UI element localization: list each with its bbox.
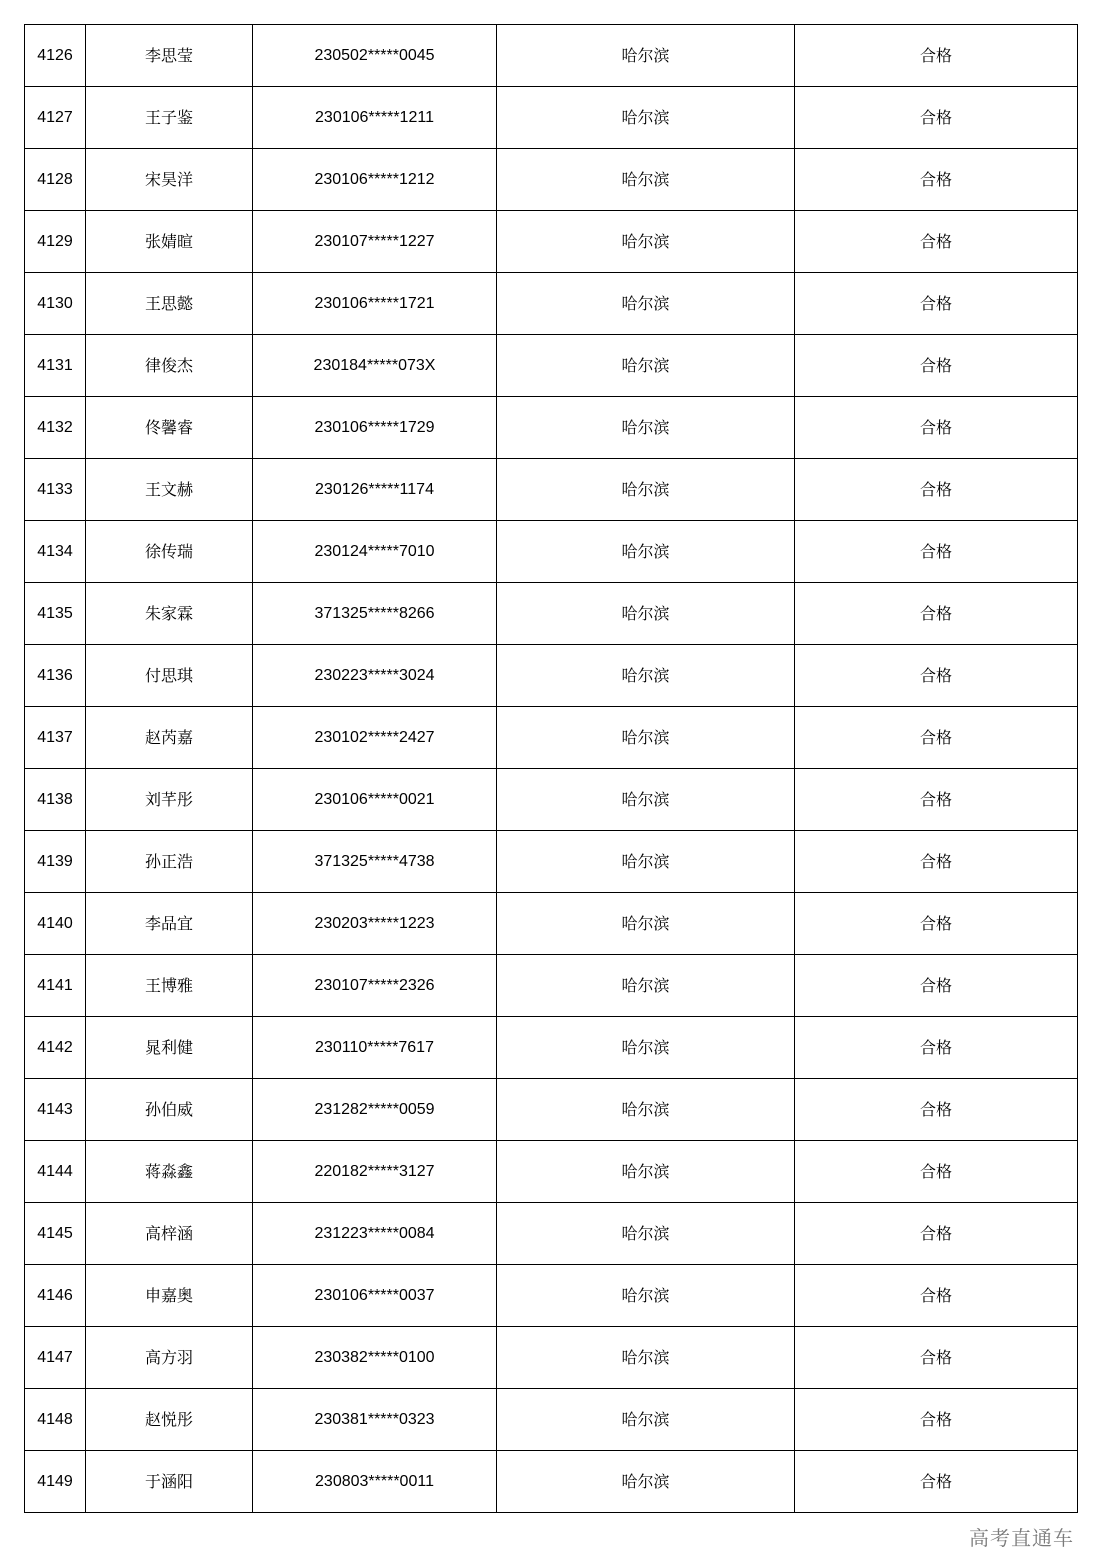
cell-sequence-number: 4148 bbox=[25, 1389, 86, 1451]
cell-city: 哈尔滨 bbox=[497, 1141, 795, 1203]
cell-name: 佟馨睿 bbox=[86, 397, 253, 459]
cell-result: 合格 bbox=[795, 831, 1078, 893]
cell-city: 哈尔滨 bbox=[497, 893, 795, 955]
cell-result: 合格 bbox=[795, 645, 1078, 707]
cell-sequence-number: 4142 bbox=[25, 1017, 86, 1079]
watermark-text: 高考直通车 bbox=[967, 1522, 1076, 1551]
cell-result: 合格 bbox=[795, 149, 1078, 211]
cell-sequence-number: 4144 bbox=[25, 1141, 86, 1203]
cell-sequence-number: 4131 bbox=[25, 335, 86, 397]
cell-name: 付思琪 bbox=[86, 645, 253, 707]
cell-id-number: 230126*****1174 bbox=[253, 459, 497, 521]
cell-sequence-number: 4149 bbox=[25, 1451, 86, 1513]
cell-result: 合格 bbox=[795, 521, 1078, 583]
cell-result: 合格 bbox=[795, 583, 1078, 645]
table-row bbox=[25, 583, 1078, 645]
table-row bbox=[25, 273, 1078, 335]
cell-result: 合格 bbox=[795, 211, 1078, 273]
cell-city: 哈尔滨 bbox=[497, 211, 795, 273]
cell-result: 合格 bbox=[795, 335, 1078, 397]
cell-name: 刘芊彤 bbox=[86, 769, 253, 831]
cell-name: 朱家霖 bbox=[86, 583, 253, 645]
cell-name: 蒋淼鑫 bbox=[86, 1141, 253, 1203]
table-row bbox=[25, 1203, 1078, 1265]
cell-name: 张婧暄 bbox=[86, 211, 253, 273]
cell-result: 合格 bbox=[795, 893, 1078, 955]
cell-sequence-number: 4143 bbox=[25, 1079, 86, 1141]
cell-city: 哈尔滨 bbox=[497, 645, 795, 707]
cell-result: 合格 bbox=[795, 397, 1078, 459]
cell-sequence-number: 4132 bbox=[25, 397, 86, 459]
cell-id-number: 230107*****1227 bbox=[253, 211, 497, 273]
cell-name: 申嘉奥 bbox=[86, 1265, 253, 1327]
cell-result: 合格 bbox=[795, 707, 1078, 769]
cell-city: 哈尔滨 bbox=[497, 273, 795, 335]
table-row bbox=[25, 1265, 1078, 1327]
cell-city: 哈尔滨 bbox=[497, 87, 795, 149]
cell-sequence-number: 4147 bbox=[25, 1327, 86, 1389]
cell-city: 哈尔滨 bbox=[497, 1389, 795, 1451]
cell-name: 王文赫 bbox=[86, 459, 253, 521]
cell-name: 王子鉴 bbox=[86, 87, 253, 149]
cell-sequence-number: 4133 bbox=[25, 459, 86, 521]
cell-sequence-number: 4141 bbox=[25, 955, 86, 1017]
cell-city: 哈尔滨 bbox=[497, 769, 795, 831]
cell-id-number: 230223*****3024 bbox=[253, 645, 497, 707]
cell-city: 哈尔滨 bbox=[497, 335, 795, 397]
cell-sequence-number: 4135 bbox=[25, 583, 86, 645]
cell-result: 合格 bbox=[795, 955, 1078, 1017]
cell-sequence-number: 4137 bbox=[25, 707, 86, 769]
cell-sequence-number: 4136 bbox=[25, 645, 86, 707]
table-row bbox=[25, 1079, 1078, 1141]
cell-id-number: 230502*****0045 bbox=[253, 25, 497, 87]
table-row bbox=[25, 1389, 1078, 1451]
cell-id-number: 230203*****1223 bbox=[253, 893, 497, 955]
cell-city: 哈尔滨 bbox=[497, 1203, 795, 1265]
table-row bbox=[25, 335, 1078, 397]
table-row bbox=[25, 397, 1078, 459]
table-row bbox=[25, 831, 1078, 893]
cell-name: 赵芮嘉 bbox=[86, 707, 253, 769]
cell-city: 哈尔滨 bbox=[497, 521, 795, 583]
cell-result: 合格 bbox=[795, 1451, 1078, 1513]
cell-result: 合格 bbox=[795, 1265, 1078, 1327]
cell-city: 哈尔滨 bbox=[497, 1265, 795, 1327]
cell-name: 李品宜 bbox=[86, 893, 253, 955]
cell-result: 合格 bbox=[795, 1141, 1078, 1203]
cell-sequence-number: 4146 bbox=[25, 1265, 86, 1327]
results-table-body bbox=[25, 25, 1078, 1513]
table-row bbox=[25, 1017, 1078, 1079]
cell-city: 哈尔滨 bbox=[497, 1451, 795, 1513]
cell-sequence-number: 4145 bbox=[25, 1203, 86, 1265]
table-row bbox=[25, 521, 1078, 583]
cell-id-number: 230124*****7010 bbox=[253, 521, 497, 583]
cell-id-number: 230803*****0011 bbox=[253, 1451, 497, 1513]
cell-id-number: 230184*****073X bbox=[253, 335, 497, 397]
cell-city: 哈尔滨 bbox=[497, 831, 795, 893]
cell-name: 王思懿 bbox=[86, 273, 253, 335]
cell-sequence-number: 4126 bbox=[25, 25, 86, 87]
cell-result: 合格 bbox=[795, 87, 1078, 149]
cell-result: 合格 bbox=[795, 1389, 1078, 1451]
cell-city: 哈尔滨 bbox=[497, 459, 795, 521]
cell-name: 高方羽 bbox=[86, 1327, 253, 1389]
cell-city: 哈尔滨 bbox=[497, 1327, 795, 1389]
cell-sequence-number: 4127 bbox=[25, 87, 86, 149]
cell-result: 合格 bbox=[795, 1203, 1078, 1265]
cell-city: 哈尔滨 bbox=[497, 583, 795, 645]
cell-sequence-number: 4140 bbox=[25, 893, 86, 955]
table-row bbox=[25, 955, 1078, 1017]
cell-name: 徐传瑞 bbox=[86, 521, 253, 583]
cell-city: 哈尔滨 bbox=[497, 707, 795, 769]
cell-name: 于涵阳 bbox=[86, 1451, 253, 1513]
cell-city: 哈尔滨 bbox=[497, 955, 795, 1017]
cell-result: 合格 bbox=[795, 273, 1078, 335]
results-table bbox=[24, 24, 1078, 1513]
table-row bbox=[25, 645, 1078, 707]
cell-id-number: 230106*****0021 bbox=[253, 769, 497, 831]
cell-id-number: 230106*****1211 bbox=[253, 87, 497, 149]
cell-result: 合格 bbox=[795, 1079, 1078, 1141]
cell-sequence-number: 4138 bbox=[25, 769, 86, 831]
cell-sequence-number: 4130 bbox=[25, 273, 86, 335]
cell-city: 哈尔滨 bbox=[497, 25, 795, 87]
cell-sequence-number: 4129 bbox=[25, 211, 86, 273]
cell-id-number: 231223*****0084 bbox=[253, 1203, 497, 1265]
cell-sequence-number: 4134 bbox=[25, 521, 86, 583]
cell-name: 律俊杰 bbox=[86, 335, 253, 397]
cell-id-number: 230107*****2326 bbox=[253, 955, 497, 1017]
table-row bbox=[25, 87, 1078, 149]
cell-result: 合格 bbox=[795, 25, 1078, 87]
table-row bbox=[25, 769, 1078, 831]
cell-id-number: 230106*****0037 bbox=[253, 1265, 497, 1327]
cell-id-number: 230102*****2427 bbox=[253, 707, 497, 769]
cell-sequence-number: 4128 bbox=[25, 149, 86, 211]
table-row bbox=[25, 1327, 1078, 1389]
cell-id-number: 220182*****3127 bbox=[253, 1141, 497, 1203]
cell-city: 哈尔滨 bbox=[497, 397, 795, 459]
table-row bbox=[25, 707, 1078, 769]
cell-city: 哈尔滨 bbox=[497, 149, 795, 211]
table-row bbox=[25, 211, 1078, 273]
table-row bbox=[25, 25, 1078, 87]
cell-name: 孙伯威 bbox=[86, 1079, 253, 1141]
cell-name: 赵悦彤 bbox=[86, 1389, 253, 1451]
cell-id-number: 230106*****1729 bbox=[253, 397, 497, 459]
table-row bbox=[25, 893, 1078, 955]
cell-name: 孙正浩 bbox=[86, 831, 253, 893]
table-row bbox=[25, 1451, 1078, 1513]
cell-id-number: 230381*****0323 bbox=[253, 1389, 497, 1451]
cell-city: 哈尔滨 bbox=[497, 1017, 795, 1079]
cell-result: 合格 bbox=[795, 1327, 1078, 1389]
table-row bbox=[25, 459, 1078, 521]
cell-id-number: 231282*****0059 bbox=[253, 1079, 497, 1141]
cell-name: 王博雅 bbox=[86, 955, 253, 1017]
cell-result: 合格 bbox=[795, 1017, 1078, 1079]
cell-name: 宋昊洋 bbox=[86, 149, 253, 211]
cell-id-number: 371325*****8266 bbox=[253, 583, 497, 645]
cell-city: 哈尔滨 bbox=[497, 1079, 795, 1141]
table-row bbox=[25, 1141, 1078, 1203]
table-row bbox=[25, 149, 1078, 211]
cell-id-number: 230110*****7617 bbox=[253, 1017, 497, 1079]
cell-name: 李思莹 bbox=[86, 25, 253, 87]
cell-id-number: 230106*****1212 bbox=[253, 149, 497, 211]
cell-sequence-number: 4139 bbox=[25, 831, 86, 893]
cell-id-number: 230106*****1721 bbox=[253, 273, 497, 335]
cell-name: 高梓涵 bbox=[86, 1203, 253, 1265]
cell-id-number: 371325*****4738 bbox=[253, 831, 497, 893]
cell-result: 合格 bbox=[795, 459, 1078, 521]
cell-result: 合格 bbox=[795, 769, 1078, 831]
cell-id-number: 230382*****0100 bbox=[253, 1327, 497, 1389]
cell-name: 晁利健 bbox=[86, 1017, 253, 1079]
